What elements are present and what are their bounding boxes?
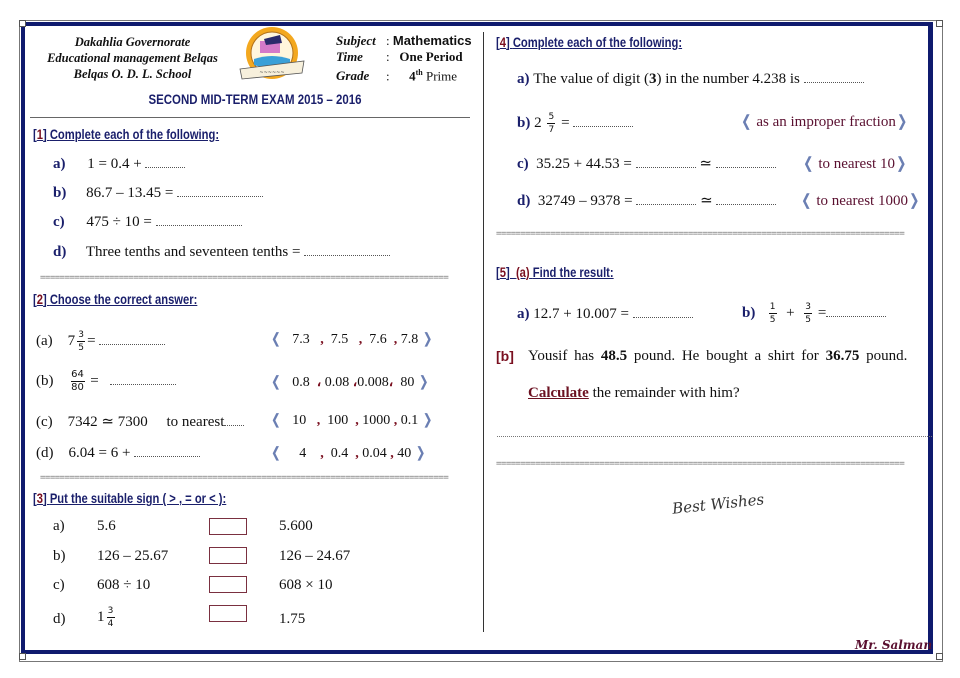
choice[interactable]: 10	[292, 413, 307, 428]
q4-item-d: d) 32749 – 9378 = ≃	[517, 191, 776, 210]
corner-handle	[19, 20, 26, 27]
q3-right-c: 608 × 10	[279, 577, 333, 593]
grade-number: 4	[409, 68, 416, 84]
q2-choices-b: ❬ 0.8 ، 0.08 ،0.008، 80 ❭	[270, 375, 430, 390]
time-value: One Period	[399, 49, 463, 64]
choice[interactable]: 7.3	[292, 332, 310, 347]
q1-title: [1] Complete each of the following:	[33, 126, 220, 142]
grade-text: Prime	[426, 68, 458, 84]
choice[interactable]: 0.008	[357, 375, 389, 390]
separator: ===================================================================================	[40, 473, 449, 483]
q1-item-a: a) 1 = 0.4 +	[53, 156, 185, 173]
q4-title: [4] Complete each of the following:	[496, 34, 683, 50]
choice[interactable]: 1000	[362, 413, 391, 428]
q4-item-c: c) 35.25 + 44.53 = ≃	[517, 154, 776, 173]
q3-left-a: 5.6	[97, 518, 116, 534]
q2-item-d: (d) 6.04 = 6 +	[36, 445, 200, 462]
q3-item-c: c)	[53, 577, 65, 593]
q4-item-a: a) The value of digit (3) in the number 4.238 is	[517, 71, 864, 88]
q3-left-b: 126 – 25.67	[97, 548, 169, 564]
q5-part-b-label: [b]	[496, 348, 514, 364]
sign-box[interactable]	[209, 518, 247, 535]
answer-blank[interactable]	[826, 306, 886, 317]
answer-blank[interactable]	[573, 116, 633, 127]
choice[interactable]: 0.4	[330, 446, 349, 461]
separator: ===================================================================================	[40, 273, 449, 283]
corner-handle	[936, 653, 943, 660]
teacher-name: Mr. Salman	[855, 638, 933, 652]
choice[interactable]: 0.1	[400, 413, 419, 428]
q3-right-d: 1.75	[279, 611, 306, 627]
answer-blank[interactable]	[145, 157, 185, 168]
q4-item-b: b) 2 $\frac{5}{7}$ =	[517, 112, 633, 135]
sign-box[interactable]	[209, 576, 247, 593]
answer-blank[interactable]	[304, 245, 390, 256]
q1-item-c: c) 475 ÷ 10 =	[53, 214, 242, 231]
q3-title: [3] Put the suitable sign ( > , = or < ):	[33, 490, 227, 506]
answer-blank[interactable]	[636, 194, 696, 205]
answer-blank[interactable]	[224, 415, 244, 426]
choice[interactable]: 7.8	[400, 332, 419, 347]
choice[interactable]: 40	[397, 446, 412, 461]
school-name: Belqas O. D. L. School	[73, 67, 192, 81]
q2-choices-a: ❬ 7.3 , 7.5 , 7.6 , 7.8 ❭	[270, 332, 434, 347]
separator: ===================================================================================	[496, 459, 905, 469]
sign-box[interactable]	[209, 605, 247, 622]
separator: ===================================================================================	[496, 229, 905, 239]
q2-item-c: (c) 7342 ≃ 7300 to nearest	[36, 412, 244, 431]
school-logo	[234, 25, 310, 87]
choice[interactable]: 0.08	[324, 375, 350, 390]
choice[interactable]: 7.6	[369, 332, 387, 347]
q4-hint-c: ❬ to nearest 10❭	[802, 156, 908, 172]
q1-item-d: d) Three tenths and seventeen tenths =	[53, 244, 390, 261]
q5-question: Calculate the remainder with him?	[528, 385, 740, 401]
answer-blank[interactable]	[636, 157, 696, 168]
choice[interactable]: 4	[299, 446, 307, 461]
q2-choices-d: ❬ 4 , 0.4 , 0.04 , 40 ❭	[270, 446, 427, 461]
answer-blank[interactable]	[716, 194, 776, 205]
choice[interactable]: 0.8	[292, 375, 310, 390]
sign-box[interactable]	[209, 547, 247, 564]
subject-value: Mathematics	[392, 33, 472, 48]
choice[interactable]: 80	[400, 375, 415, 390]
choice[interactable]: 7.5	[330, 332, 349, 347]
q3-item-d: d)	[53, 611, 66, 627]
q4-hint-d: ❬ to nearest 1000❭	[800, 193, 921, 209]
school-info	[30, 34, 235, 82]
best-wishes-signature: Best Wishes	[671, 490, 765, 518]
governorate: Dakahlia Governorate	[74, 35, 191, 49]
header-rule	[30, 117, 470, 118]
management: Educational management Belqas	[47, 51, 218, 65]
choice[interactable]: 0.04	[362, 446, 387, 461]
q5-problem-text: Yousif has 48.5 pound. He bought a shirt for 36.75 pound.	[528, 348, 908, 364]
grade-label: Grade	[336, 68, 370, 84]
q4-hint-b: ❬ as an improper fraction❭	[740, 114, 909, 130]
answer-blank[interactable]	[134, 446, 200, 457]
answer-blank[interactable]	[156, 215, 242, 226]
answer-blank[interactable]	[633, 307, 693, 318]
choice[interactable]: 100	[327, 413, 349, 428]
corner-handle	[19, 653, 26, 660]
answer-blank[interactable]	[804, 72, 864, 83]
exam-title: SECOND MID-TERM EXAM 2015 – 2016	[148, 91, 362, 107]
subject-label: Subject	[336, 33, 376, 48]
answer-blank[interactable]	[716, 157, 776, 168]
exam-meta: Subject : Mathematics Time : One Period Grade : 4th Prime	[336, 33, 472, 84]
corner-handle	[936, 20, 943, 27]
column-divider	[483, 32, 484, 632]
svg-text:~~~~~~: ~~~~~~	[259, 70, 285, 76]
answer-blank[interactable]	[177, 186, 263, 197]
q2-item-a: (a) 7 $\frac{3}{5}$ =	[36, 330, 165, 353]
answer-line[interactable]	[497, 428, 932, 437]
q1-item-b: b) 86.7 – 13.45 =	[53, 185, 263, 202]
q3-item-a: a)	[53, 518, 65, 534]
q3-left-c: 608 ÷ 10	[97, 577, 151, 593]
q3-right-b: 126 – 24.67	[279, 548, 351, 564]
q2-title: [2] Choose the correct answer:	[33, 291, 198, 307]
grade-suffix: th	[415, 68, 423, 77]
q2-item-b: (b) $\frac{64}{80}$ =	[36, 370, 176, 393]
answer-blank[interactable]	[99, 334, 165, 345]
q3-right-a: 5.600	[279, 518, 313, 534]
answer-blank[interactable]	[110, 374, 176, 385]
q2-choices-c: ❬ 10 , 100 , 1000 , 0.1 ❭	[270, 413, 434, 428]
time-label: Time	[336, 49, 363, 64]
q5-item-b: b) $\frac{1}{5}$ + $\frac{3}{5}$ =	[742, 302, 886, 325]
q5-item-a: a) 12.7 + 10.007 =	[517, 306, 693, 323]
q5-title: [5] (a) Find the result:	[496, 264, 614, 280]
q3-item-b: b)	[53, 548, 66, 564]
q3-left-d: 1 $\frac{3}{4}$	[97, 606, 114, 629]
